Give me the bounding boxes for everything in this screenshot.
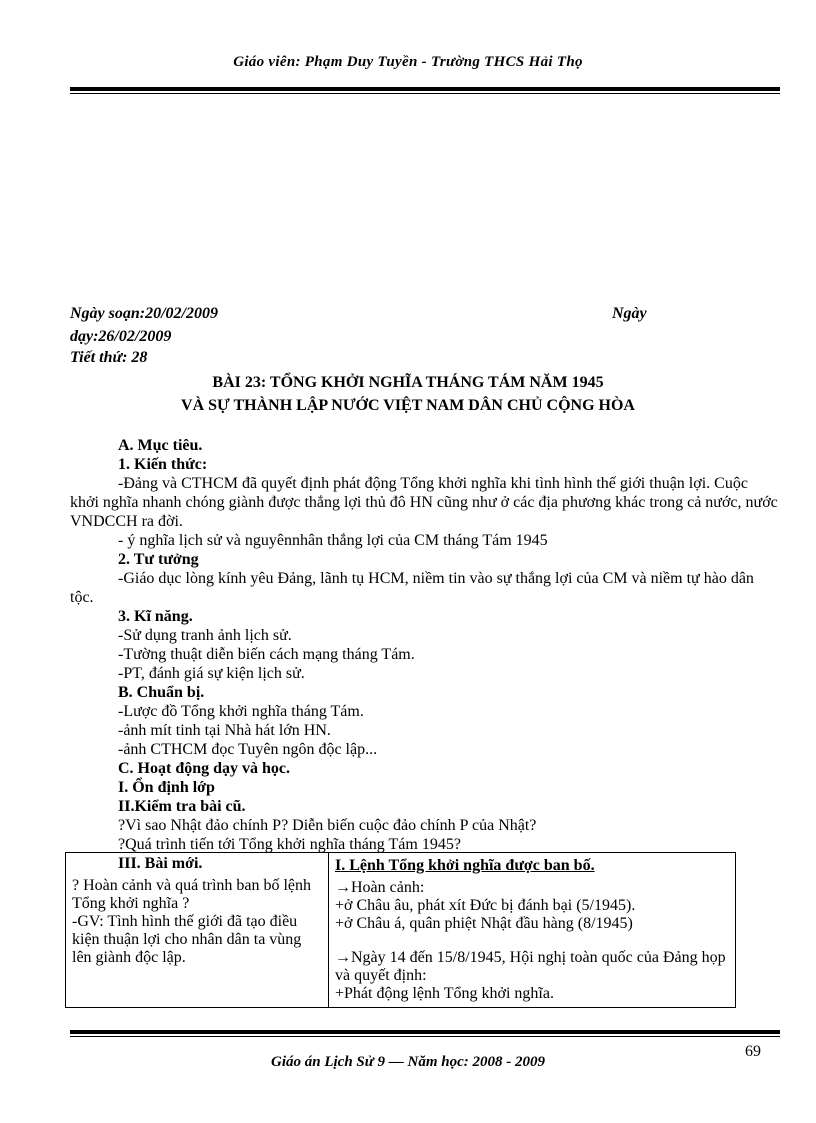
prep-item: -Lược đồ Tổng khởi nghĩa tháng Tám. (118, 703, 364, 720)
content-line: +ở Châu á, quân phiệt Nhật đầu hàng (8/1945) (335, 915, 633, 932)
content-column (329, 853, 736, 1008)
thought-heading: 2. Tư tưởng (118, 551, 199, 568)
teacher-column (66, 853, 329, 1008)
lesson-table (65, 852, 736, 1008)
prep-item: -ảnh mít tinh tại Nhà hát lớn HN. (118, 722, 331, 739)
old-lesson-question: ?Vì sao Nhật đảo chính P? Diễn biến cuộc đảo chính P của Nhật? (118, 817, 537, 834)
thought-paragraph: -Giáo dục lòng kính yêu Đảng, lãnh tụ HCM, niềm tin vào sự thắng lợi của CM và niềm tự hào dân tộc. (70, 570, 754, 606)
content-line: →Ngày 14 đến 15/8/1945, Hội nghị toàn quốc của Đảng họp và quyết định: (335, 949, 726, 984)
page-number: 69 (745, 1043, 761, 1060)
skills-item: -PT, đánh giá sự kiện lịch sử. (118, 665, 305, 682)
teacher-question: ? Hoàn cảnh và quá trình ban bố lệnh Tổng khởi nghĩa ? (72, 877, 312, 912)
lesson-title-line2: VÀ SỰ THÀNH LẬP NƯỚC VIỆT NAM DÂN CHỦ CỘNG HÒA (181, 397, 635, 414)
section-b-heading: B. Chuẩn bị. (118, 684, 205, 701)
date-taught-label: Ngày (612, 305, 647, 322)
new-lesson-heading: III. Bài mới. (118, 855, 203, 872)
content-line: +Phát động lệnh Tổng khởi nghĩa. (335, 985, 554, 1002)
skills-item: -Sử dụng tranh ảnh lịch sử. (118, 627, 292, 644)
page-header: Giáo viên: Phạm Duy Tuyền - Trường THCS Hải Thọ (233, 54, 583, 70)
prep-item: -ảnh CTHCM đọc Tuyên ngôn độc lập... (118, 741, 378, 758)
lesson-body (70, 436, 780, 873)
content-line: +ở Châu âu, phát xít Đức bị đánh bại (5/1945). (335, 897, 636, 914)
section-a-heading: A. Mục tiêu. (118, 437, 203, 454)
footer-rule-thick (70, 1030, 780, 1034)
section-c-heading: C. Hoạt động dạy và học. (118, 760, 291, 777)
class-order-heading: I. Ổn định lớp (118, 779, 215, 796)
old-lesson-heading: II.Kiểm tra bài cũ. (118, 798, 246, 815)
teacher-note: -GV: Tình hình thế giới đã tạo điều kiện thuận lợi cho nhân dân ta vùng lên giành độc lập. (72, 913, 302, 966)
old-lesson-question: ?Quá trình tiến tới Tổng khởi nghĩa tháng Tám 1945? (118, 836, 461, 853)
knowledge-heading: 1. Kiến thức: (118, 456, 208, 473)
content-line: →Hoàn cảnh: (335, 879, 425, 896)
period: Tiết thứ: 28 (70, 349, 148, 366)
date-prepared: Ngày soạn:20/02/2009 (70, 305, 218, 322)
page-footer: Giáo án Lịch Sử 9 — Năm học: 2008 - 2009 (271, 1054, 545, 1070)
header-rule-thick (70, 87, 780, 91)
skills-heading: 3. Kĩ năng. (118, 608, 193, 625)
skills-item: -Tường thuật diễn biến cách mạng tháng Tám. (118, 646, 415, 663)
header-rule-thin (70, 93, 780, 94)
date-taught: dạy:26/02/2009 (70, 328, 172, 345)
knowledge-meaning: - ý nghĩa lịch sử và nguyênnhân thắng lợi của CM tháng Tám 1945 (118, 532, 548, 549)
knowledge-paragraph: -Đảng và CTHCM đã quyết định phát động Tổng khởi nghĩa khi tình hình thế giới thuận lợi. Cuộc khởi nghĩa nhanh chóng giành được thắng lợi thủ đô HN cũng như ở các địa phương khác trong cả nước, nước VNDCCH ra đời. (70, 475, 778, 530)
lesson-title-line1: BÀI 23: TỔNG KHỞI NGHĨA THÁNG TÁM NĂM 1945 (212, 374, 604, 391)
content-heading: I. Lệnh Tổng khởi nghĩa được ban bố. (335, 857, 595, 874)
footer-rule-thin (70, 1036, 780, 1037)
